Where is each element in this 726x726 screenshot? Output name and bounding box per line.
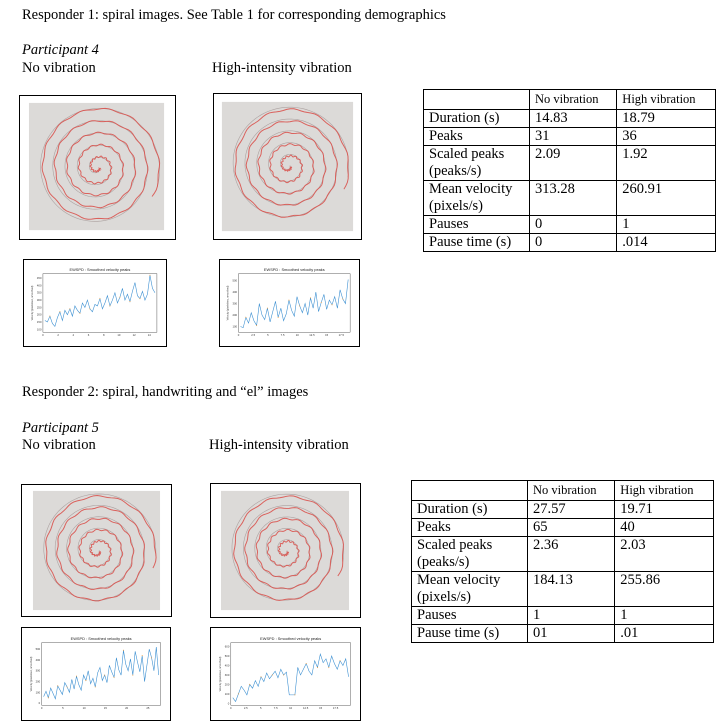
- chart-y-tick-label: 300: [35, 669, 41, 673]
- chart-peak-point: [99, 298, 100, 299]
- chart-peak-point: [49, 316, 50, 317]
- cell-none: 2.36: [528, 537, 615, 572]
- chart-y-tick-label: 100: [224, 692, 230, 696]
- chart-peak-point: [59, 311, 60, 312]
- chart-peak-point: [245, 317, 246, 318]
- chart-title: EWSPD : Smoothed velocity peaks: [260, 635, 322, 641]
- chart-peak-point: [76, 676, 77, 677]
- p4-spiral-none-svg: [20, 96, 175, 239]
- chart-y-tick-label: 400: [35, 658, 41, 662]
- table-row: [412, 607, 714, 625]
- chart-peak-point: [278, 317, 279, 318]
- chart-peak-point: [57, 685, 58, 686]
- chart-peak-point: [123, 650, 124, 651]
- p4-stats-table: [423, 89, 716, 252]
- row-label: Scaled peaks (peaks/s): [424, 146, 530, 181]
- chart-title: EWSPD : Smoothed velocity peaks: [263, 266, 325, 272]
- chart-y-tick-label: 150: [36, 320, 42, 324]
- chart-y-tick-label: 400: [232, 291, 238, 295]
- p5-spiral-no-vibration-image: [21, 484, 172, 617]
- chart-y-tick-label: 200: [224, 683, 230, 687]
- chart-x-tick-label: 15: [325, 334, 329, 338]
- chart-y-tick-label: 250: [36, 306, 42, 310]
- table-row: [412, 501, 714, 519]
- row-label: Mean velocity (pixels/s): [412, 572, 528, 607]
- chart-x-tick-label: 2.5: [251, 334, 256, 338]
- table-header-row: [424, 90, 716, 110]
- cell-none: 184.13: [528, 572, 615, 607]
- chart-title: EWSPD : Smoothed velocity peaks: [69, 266, 131, 272]
- table-row: [424, 216, 716, 234]
- p5-high-vibration-label: High-intensity vibration: [209, 437, 349, 453]
- chart-x-tick-label: 10: [295, 334, 299, 338]
- cell-high: 36: [617, 128, 716, 146]
- cell-none: 14.83: [530, 110, 617, 128]
- col-high-vibration: High vibration: [615, 481, 714, 501]
- chart-x-tick-label: 17.5: [338, 334, 344, 338]
- table-row: [412, 519, 714, 537]
- col-high-vibration: High vibration: [617, 90, 716, 110]
- canvas-background: [222, 102, 353, 231]
- chart-peak-point: [294, 694, 295, 695]
- chart-peak-point: [283, 674, 284, 675]
- chart-x-tick-label: 0: [40, 707, 43, 711]
- cell-high: 19.71: [615, 501, 714, 519]
- corner-cell: [424, 90, 530, 110]
- chart-x-tick-label: 17.5: [332, 707, 339, 711]
- row-label: Pause time (s): [424, 234, 530, 252]
- chart-peak-point: [95, 686, 96, 687]
- chart-y-tick-label: 200: [36, 313, 42, 317]
- chart-x-tick-label: 0: [230, 707, 232, 711]
- chart-title: EWSPD : Smoothed velocity peaks: [70, 635, 132, 641]
- cell-none: 1: [528, 607, 615, 625]
- chart-y-tick-label: 450: [36, 277, 42, 281]
- chart-peak-point: [139, 298, 140, 299]
- row-label: Mean velocity (pixels/s): [424, 181, 530, 216]
- cell-high: .014: [617, 234, 716, 252]
- chart-series-line: [233, 654, 349, 701]
- chart-y-tick-label: 600: [224, 645, 230, 649]
- cell-high: 2.03: [615, 537, 714, 572]
- chart-peak-point: [104, 675, 105, 676]
- cell-high: 1.92: [617, 146, 716, 181]
- chart-x-tick-label: 2: [57, 334, 59, 338]
- chart-x-tick-label: 20: [125, 707, 129, 711]
- chart-peak-point: [238, 693, 239, 694]
- chart-ylabel: Velocity (pixels/sec, smoothed): [226, 285, 230, 321]
- p5-velocity-chart-no-vibration: [21, 627, 171, 721]
- table-row: [424, 110, 716, 128]
- chart-y-tick-label: 100: [232, 325, 238, 329]
- chart-peak-point: [69, 308, 70, 309]
- heading-responder-2: Responder 2: spiral, handwriting and “el” images: [22, 384, 309, 400]
- chart-peak-point: [119, 297, 120, 298]
- table-row: [424, 234, 716, 252]
- chart-series-line: [240, 279, 348, 327]
- chart-x-tick-label: 7.5: [280, 334, 285, 338]
- chart-peak-point: [267, 308, 268, 309]
- chart-peak-point: [299, 305, 300, 306]
- cell-none: 27.57: [528, 501, 615, 519]
- chart-x-tick-label: 12.5: [309, 334, 315, 338]
- table-row: [412, 537, 714, 572]
- cell-high: 255.86: [615, 572, 714, 607]
- p4-no-vibration-label: No vibration: [22, 60, 96, 76]
- p4-high-vibration-label: High-intensity vibration: [212, 60, 352, 76]
- chart-y-tick-label: 100: [35, 691, 41, 695]
- p4-velocity-chart-high-vibration: [219, 259, 360, 347]
- chart-peak-point: [332, 304, 333, 305]
- p4-none-chart-svg: [24, 260, 166, 346]
- chart-peak-point: [321, 302, 322, 303]
- chart-x-tick-label: 4: [72, 334, 75, 338]
- cell-high: .01: [615, 625, 714, 643]
- chart-x-tick-label: 15: [319, 707, 323, 711]
- cell-none: 2.09: [530, 146, 617, 181]
- chart-y-tick-label: 400: [224, 664, 230, 668]
- cell-high: 40: [615, 519, 714, 537]
- p5-velocity-chart-high-vibration: [210, 627, 361, 721]
- p5-stats-table: [411, 480, 714, 643]
- col-no-vibration: No vibration: [528, 481, 615, 501]
- chart-series-line: [45, 275, 155, 326]
- chart-y-tick-label: 300: [232, 302, 238, 306]
- chart-axes-frame: [43, 274, 157, 332]
- chart-peak-point: [306, 663, 307, 664]
- chart-x-tick-label: 7.5: [273, 707, 278, 711]
- p4-spiral-no-vibration-image: [19, 95, 176, 240]
- p5-none-chart-svg: [22, 628, 170, 720]
- chart-peak-point: [89, 308, 90, 309]
- chart-x-tick-label: 10: [82, 707, 86, 711]
- chart-x-tick-label: 12: [132, 334, 136, 338]
- cell-high: 1: [615, 607, 714, 625]
- cell-none: 01: [528, 625, 615, 643]
- chart-peak-point: [149, 275, 150, 276]
- chart-peak-point: [114, 677, 115, 678]
- table-row: [412, 625, 714, 643]
- chart-peak-point: [132, 675, 133, 676]
- p4-velocity-chart-no-vibration: [23, 259, 167, 347]
- p4-high-chart-svg: [220, 260, 359, 346]
- chart-y-tick-label: 400: [36, 284, 42, 288]
- chart-peak-point: [328, 667, 329, 668]
- canvas-background: [33, 491, 160, 610]
- chart-peak-point: [85, 680, 86, 681]
- chart-x-tick-label: 5: [62, 707, 64, 711]
- table-header-row: [412, 481, 714, 501]
- corner-cell: [412, 481, 528, 501]
- chart-x-tick-label: 14: [147, 334, 151, 338]
- chart-x-tick-label: 0: [42, 334, 44, 338]
- p4-spiral-high-vibration-image: [213, 93, 362, 240]
- table-row: [424, 128, 716, 146]
- chart-ylabel: Velocity (pixels/sec, smoothed): [31, 285, 35, 321]
- row-label: Pauses: [412, 607, 528, 625]
- chart-x-tick-label: 25: [146, 707, 150, 711]
- chart-x-tick-label: 6: [87, 334, 90, 338]
- chart-y-tick-label: 350: [36, 291, 42, 295]
- table-row: [424, 146, 716, 181]
- heading-responder-1: Responder 1: spiral images. See Table 1 for corresponding demographics: [22, 7, 446, 23]
- chart-peak-point: [249, 684, 250, 685]
- chart-peak-point: [142, 655, 143, 656]
- cell-none: 313.28: [530, 181, 617, 216]
- chart-peak-point: [67, 686, 68, 687]
- chart-y-tick-label: 300: [224, 673, 230, 677]
- chart-ylabel: Velocity (pixels/sec, smoothed): [29, 656, 33, 692]
- canvas-background: [29, 103, 164, 230]
- chart-y-tick-label: 0: [227, 702, 230, 706]
- cell-high: 1: [617, 216, 716, 234]
- cell-none: 31: [530, 128, 617, 146]
- col-no-vibration: No vibration: [530, 90, 617, 110]
- chart-x-tick-label: 5: [259, 707, 262, 711]
- participant-5-label: Participant 5: [22, 420, 99, 436]
- cell-none: 0: [530, 234, 617, 252]
- p5-spiral-none-svg: [22, 485, 171, 616]
- chart-peak-point: [48, 697, 49, 698]
- p5-no-vibration-label: No vibration: [22, 437, 96, 453]
- cell-none: 0: [530, 216, 617, 234]
- p5-spiral-high-svg: [211, 484, 360, 617]
- chart-x-tick-label: 8: [102, 334, 105, 338]
- chart-x-tick-label: 5: [267, 334, 269, 338]
- p5-spiral-high-vibration-image: [210, 483, 361, 618]
- row-label: Pauses: [424, 216, 530, 234]
- cell-high: 18.79: [617, 110, 716, 128]
- chart-peak-point: [340, 660, 341, 661]
- chart-axes-frame: [231, 643, 351, 706]
- p4-spiral-high-svg: [214, 94, 361, 239]
- row-label: Peaks: [412, 519, 528, 537]
- chart-y-tick-label: 300: [36, 299, 42, 303]
- chart-peak-point: [109, 305, 110, 306]
- chart-peak-point: [317, 667, 318, 668]
- chart-x-tick-label: 15: [103, 707, 107, 711]
- table-row: [424, 181, 716, 216]
- chart-peak-point: [261, 676, 262, 677]
- chart-series-line: [44, 647, 159, 699]
- chart-y-tick-label: 200: [232, 314, 238, 318]
- table-row: [412, 572, 714, 607]
- chart-peak-point: [288, 300, 289, 301]
- chart-peak-point: [79, 313, 80, 314]
- chart-peak-point: [256, 325, 257, 326]
- row-label: Duration (s): [412, 501, 528, 519]
- chart-y-tick-label: 100: [36, 328, 42, 332]
- cell-none: 65: [528, 519, 615, 537]
- participant-4-label: Participant 4: [22, 42, 99, 58]
- chart-y-tick-label: 500: [224, 654, 230, 658]
- chart-x-tick-label: 2.5: [243, 707, 248, 711]
- p5-high-chart-svg: [211, 628, 360, 720]
- cell-high: 260.91: [617, 181, 716, 216]
- row-label: Duration (s): [424, 110, 530, 128]
- chart-peak-point: [342, 298, 343, 299]
- chart-x-tick-label: 12.5: [302, 707, 309, 711]
- chart-x-tick-label: 0: [237, 334, 240, 338]
- row-label: Peaks: [424, 128, 530, 146]
- chart-y-tick-label: 0: [38, 702, 41, 706]
- chart-x-tick-label: 10: [289, 707, 293, 711]
- chart-y-tick-label: 500: [232, 279, 238, 283]
- chart-y-tick-label: 200: [35, 680, 41, 684]
- chart-y-tick-label: 500: [35, 648, 41, 652]
- chart-peak-point: [129, 301, 130, 302]
- chart-x-tick-label: 10: [117, 334, 121, 338]
- chart-ylabel: Velocity (pixels/sec, smoothed): [219, 656, 223, 692]
- row-label: Pause time (s): [412, 625, 528, 643]
- row-label: Scaled peaks (peaks/s): [412, 537, 528, 572]
- chart-peak-point: [272, 674, 273, 675]
- chart-peak-point: [151, 657, 152, 658]
- chart-peak-point: [310, 297, 311, 298]
